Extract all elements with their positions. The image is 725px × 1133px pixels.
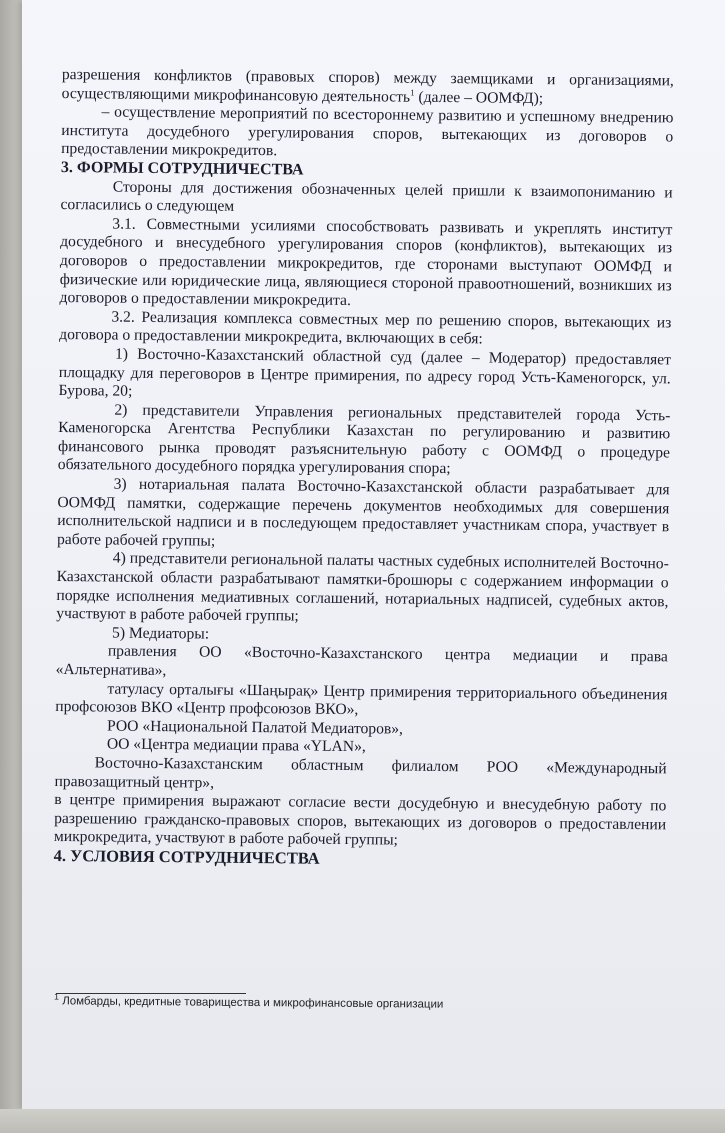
- mediator-5: Восточно-Казахстанским областным филиалом РОО «Международный правозащитный центр»,: [54, 754, 667, 792]
- clause-3-2: 3.2. Реализация комплекса совместных мер по решению споров, вытекающих из договора о предоставлении микрокредита, включающих в себя:: [59, 308, 672, 348]
- footnote-divider: [56, 993, 246, 994]
- list-item-1: 1) Восточно-Казахстанский областной суд (далее – Модератор) предоставляет площадку для переговоров в Центре примирения, по адресу город Усть-Каменогорск, ул. Бурова, 20;: [58, 345, 672, 400]
- clause-3-1: 3.1. Совместными усилиями способствовать развивать и укреплять институт досудебного и внесудебного урегулирования споров (конфликтов), вытекающих из договоров о предоставлении микрокредитов, где сторонами выступают ООМФД и физические или юридические лица, являющиеся стороной правоотношений, возникших из договоров о предоставлении микрокредита.: [59, 215, 673, 310]
- mediator-1: правления ОО «Восточно-Казахстанского центра медиации и права «Альтернатива»,: [55, 642, 668, 680]
- list-item-5: 5) Медиаторы:: [111, 624, 210, 643]
- list-item-4: 4) представители региональной палаты частных судебных исполнителей Восточно-Казахстанской области разрабатывают памятки-брошюры с содержанием информации о порядке исполнения медиативных соглашений, нотариальных надписей, судебных актов, участвуют в работе рабочей группы;: [56, 549, 669, 625]
- section-4-heading: 4. УСЛОВИЯ СОТРУДНИЧЕСТВА: [53, 845, 320, 868]
- intro-text: разрешения конфликтов (правовых споров) между заемщиками и организациями, осуществляющими микрофинансовую деятельность: [61, 66, 674, 106]
- mediator-2: татуласу орталығы «Шаңырақ» Центр примирения территориального объединения профсоюзов ВКО «Центр профсоюзов ВКО»,: [55, 680, 668, 719]
- intro-paragraph-1: [62, 66, 674, 110]
- intro-paragraph-2: – осуществление мероприятий по всестороннему развитию и успешному внедрению института досудебного урегулирования споров, вытекающих из договоров о предоставлении микрокредитов.: [61, 103, 674, 160]
- table-surface: [0, 1109, 725, 1133]
- intro-text-end: (далее – ООМФД);: [414, 88, 544, 107]
- list-item-3: 3) нотариальная палата Восточно-Казахстанской области разрабатывает для ООМФД памятки, содержащие перечень документов необходимых для совершения исполнительской надписи и в последующем предоставляет участникам спора, участвует в работе рабочей группы;: [56, 475, 670, 550]
- section-3-heading: 3. ФОРМЫ СОТРУДНИЧЕСТВА: [60, 158, 304, 179]
- mediator-3: РОО «Национальной Палатой Медиаторов»,: [107, 717, 404, 738]
- document-body: [54, 66, 674, 872]
- section-3-lead: Стороны для достижения обозначенных целей пришли к взаимопониманию и согласились о следующем: [60, 178, 673, 215]
- mediator-4: ОО «Центра медиации права «YLAN»,: [106, 735, 366, 756]
- list-item-2: 2) представители Управления региональных представителей города Усть-Каменогорска Агентства Республики Казахстан по регулированию и развитию финансового рынка проводят разъяснительную работу с ООМФД о процедуре обязательного досудебного порядка урегулирования спора;: [57, 401, 671, 478]
- section-3-closing: в центре примирения выражают согласие вести досудебную и внесудебную работу по разрешению гражданско-правовых споров, вытекающих из договоров о предоставлении микрокредита, участвуют в работе рабочей группы;: [53, 791, 667, 849]
- page-edge: [0, 0, 22, 1133]
- footnote-reference: 1: [410, 87, 415, 98]
- footnote-mark: 1: [54, 991, 60, 1002]
- footnote-text: Ломбарды, кредитные товарищества и микрофинансовые организации: [58, 995, 444, 1011]
